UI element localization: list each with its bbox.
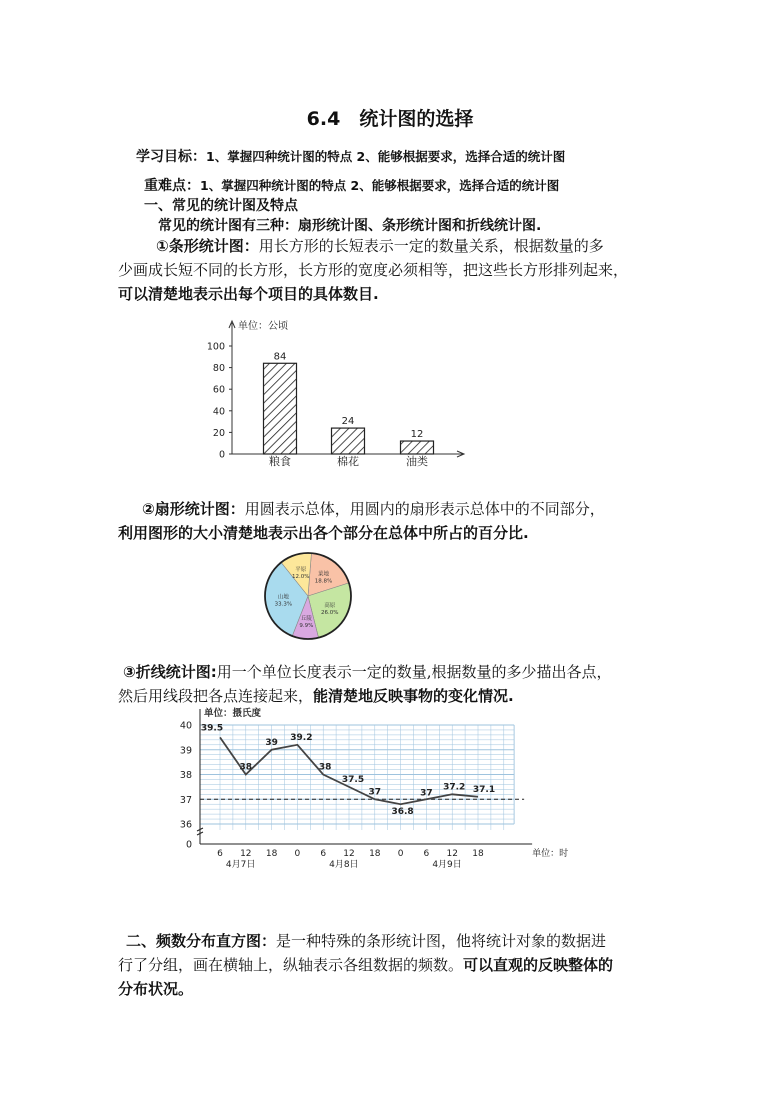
line-y-tick-label: 37 [179, 794, 192, 806]
line-day-label: 4月8日 [329, 860, 359, 870]
section1-heading: 一、常见的统计图及特点 [144, 198, 298, 214]
pie-slice-name: 菜地 [317, 571, 330, 578]
bar-desc-label: ①条形统计图： [156, 237, 259, 255]
objectives-text: 1、掌握四种统计图的特点 2、能够根据要求，选择合适的统计图 [206, 149, 566, 164]
line-point-label: 38 [239, 762, 253, 773]
line-point-label: 37 [420, 788, 433, 799]
section2-line1: 是一种特殊的条形统计图，他将统计对象的数据进 [276, 932, 607, 950]
pie-slice-percent: 18.8% [314, 578, 333, 585]
line-point-label: 36.8 [391, 807, 414, 818]
line-chart-description [118, 660, 611, 708]
bar-chart-description [118, 234, 628, 306]
line-day-label: 4月9日 [432, 860, 462, 870]
line-point-label: 37.5 [341, 774, 365, 785]
line-x-tick-label: 6 [217, 849, 223, 859]
bar-desc-line2: 少画成长短不同的长方形，长方形的宽度必须相等，把这些长方形排列起来， [118, 261, 629, 279]
line-y-tick-label: 40 [179, 720, 192, 732]
line-desc-line1: 用一个单位长度表示一定的数量,根据数量的多少描出各点， [216, 663, 612, 681]
bar-desc-line3: 可以清楚地表示出每个项目的具体数目. [118, 285, 379, 303]
line-x-tick-label: 0 [294, 849, 301, 859]
bar-data-label: 84 [273, 351, 287, 363]
bar-y-tick-label: 60 [212, 384, 225, 396]
key-points-text: 1、掌握四种统计图的特点 2、能够根据要求，选择合适的统计图 [200, 178, 560, 193]
line-unit-label: 单位：摄氏度 [204, 708, 262, 719]
pie-slice-percent: 9.9% [299, 622, 314, 629]
line-point-label: 39.5 [200, 723, 224, 734]
line-chart [172, 705, 569, 870]
line-y-tick-label: 38 [179, 770, 192, 781]
key-points-label: 重难点： [144, 178, 200, 194]
pie-chart-description [118, 497, 605, 545]
line-desc-label: ③折线统计图: [123, 663, 217, 681]
line-desc-line2a: 然后用线段把各点连接起来， [118, 687, 314, 705]
bar-unit-label: 单位：公顷 [238, 321, 288, 332]
line-x-tick-label: 12 [446, 849, 458, 859]
bar [401, 441, 434, 454]
pie-slice-percent: 12.0% [291, 574, 310, 581]
bar-category-label: 棉花 [337, 455, 359, 468]
bar-category-label: 粮食 [269, 455, 291, 468]
page-title: 6.4 统计图的选择 [306, 108, 474, 130]
bar-y-tick-label: 100 [206, 341, 225, 353]
pie-chart [262, 550, 354, 642]
section1-intro: 常见的统计图有三种：扇形统计图、条形统计图和折线统计图. [158, 218, 542, 234]
line-point-label: 38 [318, 762, 332, 773]
objectives-label: 学习目标： [136, 149, 206, 165]
pie-slice-name: 丘陵 [300, 615, 312, 622]
bar-data-label: 24 [341, 416, 355, 428]
pie-slice-name: 高原 [324, 603, 336, 610]
line-x-tick-label: 18 [369, 849, 381, 859]
bar-data-label: 12 [410, 429, 424, 441]
line-point-label: 37 [368, 787, 382, 798]
line-x-tick-label: 6 [320, 849, 327, 859]
line-day-label: 4月7日 [225, 860, 256, 870]
bar-category-label: 油类 [406, 455, 428, 468]
bar [332, 428, 365, 454]
pie-slice-percent: 26.0% [321, 610, 339, 617]
line-x-unit: 单位：时 [532, 849, 569, 859]
key-points [144, 175, 559, 195]
learning-objectives [136, 146, 565, 166]
section2-label: 二、频数分布直方图： [126, 932, 277, 950]
bar-chart [190, 315, 480, 475]
section2-line2: 行了分组，画在横轴上，纵轴表示各组数据的频数。 [118, 956, 464, 974]
line-y-tick-label: 0 [185, 839, 192, 851]
line-y-tick-label: 36 [179, 819, 192, 831]
section2-line3: 分布状况。 [118, 980, 194, 998]
section2-frequency-histogram [118, 929, 613, 1001]
line-x-tick-label: 18 [265, 849, 278, 859]
line-x-tick-label: 6 [423, 849, 430, 859]
pie-slice-name: 平原 [295, 567, 307, 574]
pie-desc-label: ②扇形统计图： [142, 500, 245, 518]
bar-desc-line1: 用长方形的长短表示一定的数量关系，根据数量的多 [258, 237, 604, 255]
line-point-label: 39.2 [290, 732, 313, 743]
line-x-tick-label: 0 [397, 849, 404, 859]
line-point-label: 39 [265, 737, 278, 748]
bar [264, 363, 297, 454]
pie-desc-line2: 利用图形的大小清楚地表示出各个部分在总体中所占的百分比. [118, 524, 529, 542]
bar-y-tick-label: 40 [212, 406, 225, 418]
line-point-label: 37.2 [443, 782, 466, 793]
pie-slice-name: 山地 [277, 594, 289, 601]
pie-slice-percent: 33.3% [274, 601, 293, 608]
pie-desc-line1: 用圆表示总体，用圆内的扇形表示总体中的不同部分， [244, 500, 605, 518]
line-y-tick-label: 39 [179, 745, 192, 757]
line-desc-line2b: 能清楚地反映事物的变化情况. [313, 687, 514, 705]
line-x-tick-label: 12 [343, 849, 355, 859]
bar-y-tick-label: 0 [218, 449, 225, 461]
line-point-label: 37.1 [472, 784, 496, 795]
bar-y-tick-label: 80 [212, 363, 225, 375]
line-x-tick-label: 18 [472, 849, 484, 859]
bar-y-tick-label: 20 [212, 427, 225, 439]
section2-line2b: 可以直观的反映整体的 [463, 956, 614, 974]
line-x-tick-label: 12 [240, 849, 252, 859]
